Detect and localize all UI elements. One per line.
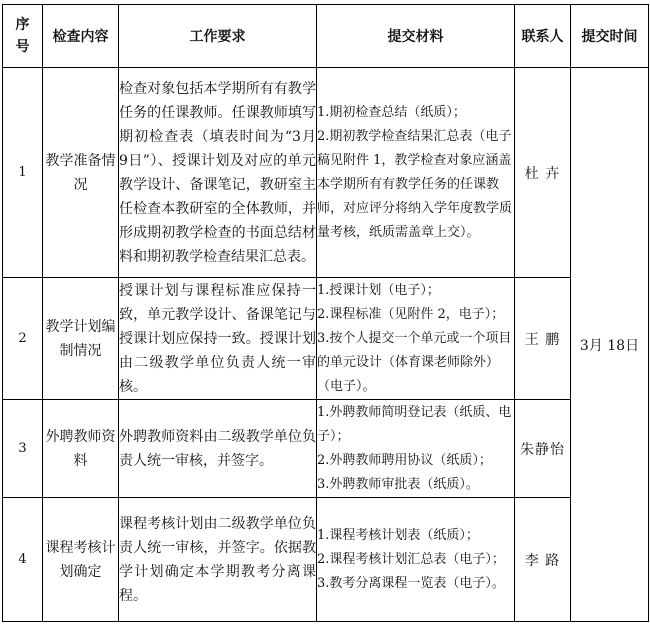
row-contact: 李 路: [515, 498, 571, 622]
submit-time: 3月 18日: [571, 68, 649, 622]
row-requirement: 检查对象包括本学期所有有教学任务的任课教师。任课教师填写期初检查表（填表时间为“3月 9日”）、授课计划及对应的单元教学设计、备课笔记，教研室主任检查本教研室的全体教师，并形成期初教学检查的书面总结材料和期初教学检查结果汇总表。: [119, 68, 317, 278]
table-row: [3, 498, 649, 622]
header-contact: 联系人: [515, 5, 571, 68]
row-item: 外聘教师资料: [43, 400, 119, 498]
material-item: 3.按个人提交一个单元或一个项目的单元设计（体育课老师除外）（电子）。: [317, 330, 512, 394]
material-item: 2.课程标准（见附件 2，电子）；: [317, 306, 505, 322]
row-contact: 王 鹏: [515, 278, 571, 400]
row-requirement: 课程考核计划由二级教学单位负责人统一审核，并签字。依据教学计划确定本学期教考分离课程。: [119, 498, 317, 622]
row-requirement: 授课计划与课程标准应保持一致，单元教学设计、备课笔记与授课计划应保持一致。授课计划由二级教学单位负责人统一审核。: [119, 278, 317, 400]
inspection-table: [2, 4, 649, 622]
material-item: 1.授课计划（电子）；: [317, 282, 440, 298]
material-item: 2.课程考核计划汇总表（电子）；: [317, 551, 505, 567]
row-materials: [317, 68, 515, 278]
material-item: 1.期初检查总结（纸质）；: [317, 104, 466, 120]
row-materials: [317, 400, 515, 498]
row-materials: [317, 278, 515, 400]
row-item: 课程考核计划确定: [43, 498, 119, 622]
material-item: 3.教考分离课程一览表（电子）。: [317, 575, 505, 591]
row-materials: [317, 498, 515, 622]
table-row: [3, 68, 649, 278]
header-item: 检查内容: [43, 5, 119, 68]
row-seq: 2: [3, 278, 43, 400]
row-seq: 3: [3, 400, 43, 498]
material-item: 3.外聘教师审批表（纸质）。: [317, 476, 479, 492]
table-row: [3, 278, 649, 400]
header-seq-line2: 号: [15, 39, 30, 55]
row-seq: 1: [3, 68, 43, 278]
header-materials: 提交材料: [317, 5, 515, 68]
material-item: 2.期初教学检查结果汇总表（电子稿见附件 1，教学检查对象应涵盖本学期所有有教学任务的任课教师，对应评分将纳入学年度教学质量考核，纸质需盖章上交）。: [317, 128, 513, 240]
header-seq-line1: 序: [15, 17, 30, 33]
material-item: 2.外聘教师聘用协议（纸质）；: [317, 452, 492, 468]
table-row: [3, 400, 649, 498]
row-seq: 4: [3, 498, 43, 622]
row-item: 教学计划编制情况: [43, 278, 119, 400]
material-item: 1.外聘教师简明登记表（纸质、电子）；: [317, 404, 512, 444]
header-requirement: 工作要求: [119, 5, 317, 68]
material-item: 1.课程考核计划表（纸质）；: [317, 527, 479, 543]
row-item: 教学准备情况: [43, 68, 119, 278]
row-contact: 朱静怡: [515, 400, 571, 498]
row-requirement: 外聘教师资料由二级教学单位负责人统一审核，并签字。: [119, 400, 317, 498]
header-time: 提交时间: [571, 5, 649, 68]
header-seq: [3, 5, 43, 68]
header-row: [3, 5, 649, 68]
row-contact: 杜 卉: [515, 68, 571, 278]
